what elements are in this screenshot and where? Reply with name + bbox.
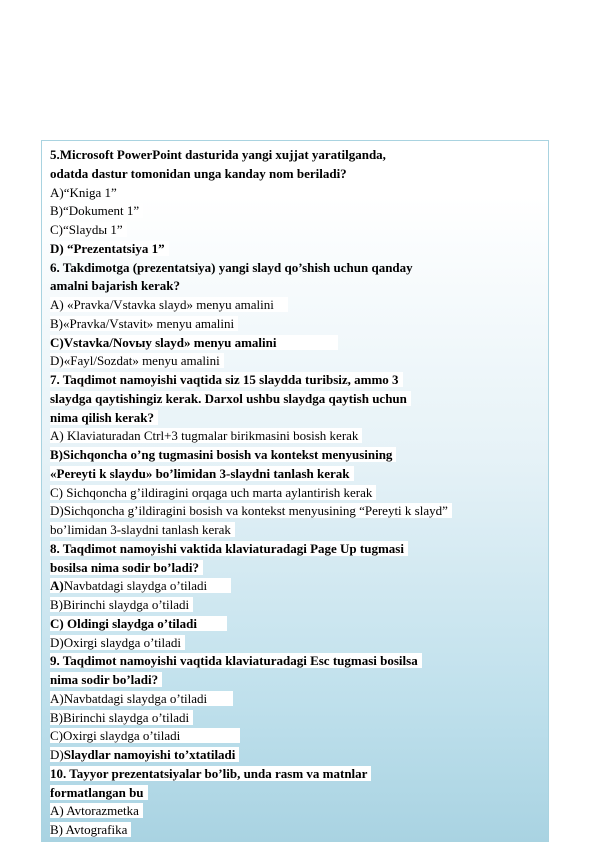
q9-option-d-correct: Slaydlar namoyishi to’xtatiladi bbox=[63, 747, 236, 762]
q5-option-b: B)“Dokument 1” bbox=[50, 203, 143, 218]
q9-text-line2: nima sodir bo’ladi? bbox=[50, 672, 162, 687]
q6-option-a: A) «Pravka/Vstavka slayd» menyu amalini bbox=[50, 297, 288, 312]
q10-text-line1: 10. Tayyor prezentatsiyalar bo’lib, unda rasm va matnlar bbox=[50, 766, 371, 781]
q10-option-b: B) Avtografika bbox=[50, 822, 131, 837]
q7-option-b-line2-correct: «Pereyti k slaydu» bo’limidan 3-slaydni tanlash kerak bbox=[50, 466, 354, 481]
q7-option-c: C) Sichqoncha g’ildiragini orqaga uch marta aylantirish kerak bbox=[50, 485, 376, 500]
q6-option-d: D)«Fayl/Sozdat» menyu amalini bbox=[50, 353, 224, 368]
q5-text-line2: odatda dastur tomonidan unga kanday nom beriladi? bbox=[50, 165, 347, 181]
q5-option-a: A)“Kniga 1” bbox=[50, 185, 121, 200]
q9-text-line1: 9. Taqdimot namoyishi vaqtida klaviaturadagi Esc tugmasi bosilsa bbox=[50, 653, 422, 668]
q7-text-line2: slaydga qaytishingiz kerak. Darxol ushbu slaydga qaytish uchun bbox=[50, 391, 411, 406]
q5-option-c: C)“Slaydы 1” bbox=[50, 222, 127, 237]
q6-option-b: B)«Pravka/Vstavit» menyu amalini bbox=[50, 316, 238, 331]
q10-text-line2: formatlangan bu bbox=[50, 785, 148, 800]
q9-option-c: C)Oxirgi slaydga o’tiladi bbox=[50, 728, 240, 743]
q9-option-d-prefix: D) bbox=[50, 747, 64, 762]
q7-text-line3: nima qilish kerak? bbox=[50, 410, 158, 425]
q8-text-line1: 8. Taqdimot namoyishi vaktida klaviaturadagi Page Up tugmasi bbox=[50, 541, 408, 556]
q8-text-line2: bosilsa nima sodir bo’ladi? bbox=[50, 560, 203, 575]
q7-option-a: A) Klaviaturadan Ctrl+3 tugmalar birikmasini bosish kerak bbox=[50, 428, 362, 443]
q8-option-b: B)Birinchi slaydga o’tiladi bbox=[50, 597, 193, 612]
question-list bbox=[50, 146, 542, 840]
q10-option-a: A) Avtorazmetka bbox=[50, 803, 143, 818]
q5-text-line1: 5.Microsoft PowerPoint dasturida yangi xujjat yaratilganda, bbox=[50, 147, 386, 162]
q6-text-line1: 6. Takdimotga (prezentatsiya) yangi slayd qo’shish uchun qanday bbox=[50, 259, 413, 275]
q7-option-d-line1: D)Sichqoncha g’ildiragini bosish va kontekst menyusining “Pereyti k slayd” bbox=[50, 503, 452, 518]
q7-option-b-line1-correct: B)Sichqoncha o’ng tugmasini bosish va kontekst menyusining bbox=[50, 447, 396, 462]
q8-option-d: D)Oxirgi slaydga o’tiladi bbox=[50, 635, 185, 650]
q6-option-c-correct: C)Vstavka/Novыy slayd» menyu amalini bbox=[50, 335, 338, 350]
q8-option-c-correct: C) Oldingi slaydga o’tiladi bbox=[50, 616, 227, 631]
q5-option-d-correct: D) “Prezentatsiya 1” bbox=[50, 241, 169, 256]
q8-option-a: Navbatdagi slaydga o’tiladi bbox=[63, 578, 208, 594]
q9-option-a: A)Navbatdagi slaydga o’tiladi bbox=[50, 691, 233, 706]
q8-option-a-prefix: A) bbox=[50, 578, 64, 594]
q6-text-line2: amalni bajarish kerak? bbox=[50, 278, 181, 294]
q9-option-b: B)Birinchi slaydga o’tiladi bbox=[50, 710, 193, 725]
q7-option-d-line2: bo’limidan 3-slaydni tanlash kerak bbox=[50, 522, 235, 537]
q7-text-line1: 7. Taqdimot namoyishi vaqtida siz 15 slaydda turibsiz, ammo 3 bbox=[50, 372, 403, 387]
